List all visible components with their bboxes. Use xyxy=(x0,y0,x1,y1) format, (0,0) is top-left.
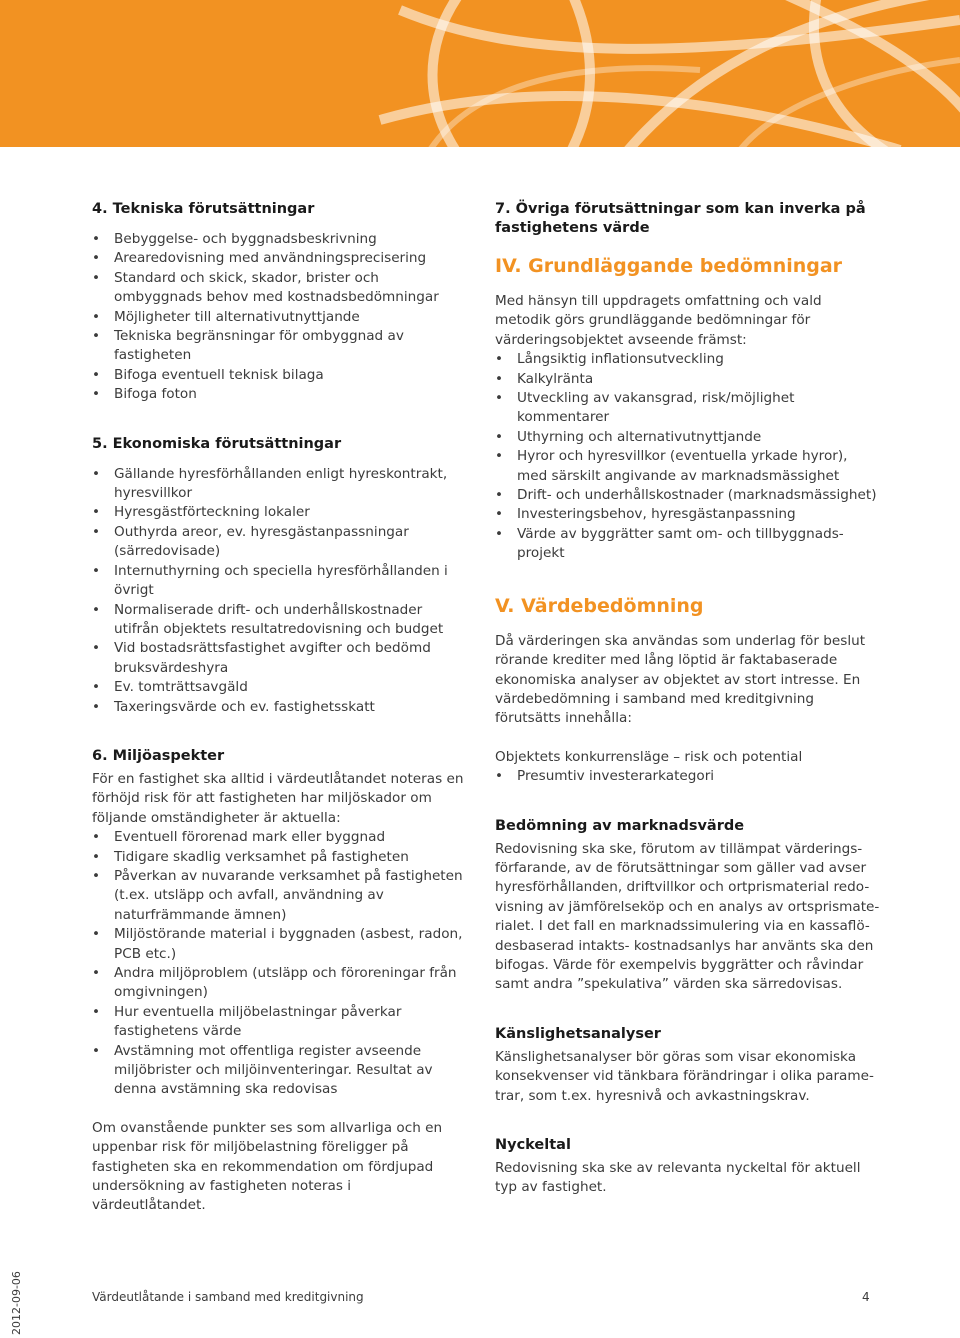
list-item: • Tidigare skadlig verksamhet på fastigheten xyxy=(92,848,464,867)
footer-title: Värdeutlåtande i samband med kreditgivning xyxy=(92,1290,364,1304)
section-intro: Med hänsyn till uppdragets omfattning och vald metodik görs grundläggande bedömningar för värderingsobjektet avseende främst: xyxy=(495,293,822,348)
section-other xyxy=(495,200,880,238)
section-heading: 7. Övriga förutsättningar som kan inverka på fastighetens värde xyxy=(495,201,866,236)
list-item: • Miljöstörande material i byggnaden (asbest, radon, PCB etc.) xyxy=(92,925,464,964)
section-text: Redovisning ska ske av relevanta nyckeltal för aktuell typ av fastighet. xyxy=(495,1160,861,1196)
right-column xyxy=(495,200,880,1228)
list-item: • Bifoga foton xyxy=(92,385,464,404)
list-item: • Påverkan av nuvarande verksamhet på fastigheten (t.ex. utsläpp och avfall, användning av naturfrämmande ämnen) xyxy=(92,867,464,925)
list-item: • Ev. tomträttsavgäld xyxy=(92,678,464,697)
list-item: • Värde av byggrätter samt om- och tillbyggnads-projekt xyxy=(495,525,880,564)
section-heading: Nyckeltal xyxy=(495,1137,571,1153)
section-intro: Då värderingen ska användas som underlag för beslut rörande krediter med lång löptid är faktabaserade ekonomiska analyser av objektet av stort intresse. En värdebedömning i samband med kreditgivning förutsätts innehålla: xyxy=(495,632,866,727)
list-item: • Andra miljöproblem (utsläpp och föroreningar från omgivningen) xyxy=(92,964,464,1003)
page-number: 4 xyxy=(862,1290,870,1304)
footer-date: 2012-09-06 xyxy=(10,1271,23,1335)
list-item: • Standard och skick, skador, brister och ombyggnads behov med kostnadsbedömningar xyxy=(92,269,464,308)
list-item: • Hyresgästförteckning lokaler xyxy=(92,503,464,522)
section-kpi xyxy=(495,1136,880,1198)
list-item: • Kalkylränta xyxy=(495,370,880,389)
section-text: Redovisning ska ske, förutom av tillämpat värderings-förfarande, av de förutsättningar som gäller vad avser hyresförhållanden, driftvillkor och ortprismaterial redo-visning av jämförelseköp och en analys av ortsprismate-rialet. I det fall en marknadssimulering via en kassaflö-desbaserad intakts- kostnadsanlys har använts ska den bifogas. Värde för exempelvis byggrätter och råvindar samt andra ”spekulativa” värden ska särredovisas. xyxy=(495,840,880,993)
list-item: • Tekniska begränsningar för ombyggnad av fastigheten xyxy=(92,327,464,366)
section-heading: 4. Tekniska förutsättningar xyxy=(92,201,315,217)
section-market-value xyxy=(495,817,880,995)
section-heading: Känslighetsanalyser xyxy=(495,1025,661,1042)
section-sensitivity xyxy=(495,1025,880,1106)
list-item: • Långsiktig inflationsutveckling xyxy=(495,350,880,369)
list-item: • Normaliserade drift- och underhållskostnader utifrån objektets resultatredovisning och budget xyxy=(92,601,464,640)
bullet-list xyxy=(92,828,464,1100)
section-heading: 5. Ekonomiska förutsättningar xyxy=(92,435,342,452)
section-valuation xyxy=(495,594,880,787)
left-column xyxy=(92,200,464,1246)
section-environment xyxy=(92,747,464,1216)
section-heading: Bedömning av marknadsvärde xyxy=(495,817,745,834)
section-technical xyxy=(92,200,464,405)
section-basic-assessments xyxy=(495,254,880,564)
section-intro: För en fastighet ska alltid i värdeutlåtandet noteras en förhöjd risk för att fastigheten har miljöskador om följande omständigheter är aktuella: xyxy=(92,770,464,826)
section-heading-roman: V. Värdebedömning xyxy=(495,594,704,617)
list-item: • Hur eventuella miljöbelastningar påverkar fastighetens värde xyxy=(92,1003,464,1042)
list-item: • Internuthyrning och speciella hyresförhållanden i övrigt xyxy=(92,562,464,601)
section-economic xyxy=(92,435,464,717)
list-item: • Outhyrda areor, ev. hyresgästanpassningar (särredovisade) xyxy=(92,523,464,562)
section-text: Känslighetsanalyser bör göras som visar ekonomiska konsekvenser vid tänkbara förändringar i olika parame-trar, som t.ex. hyresnivå och avkastningskrav. xyxy=(495,1048,874,1104)
section-line: Objektets konkurrensläge – risk och potential xyxy=(495,748,803,765)
section-heading-roman: IV. Grundläggande bedömningar xyxy=(495,255,843,277)
list-item: • Vid bostadsrättsfastighet avgifter och bedömd bruksvärdeshyra xyxy=(92,639,464,678)
section-heading: 6. Miljöaspekter xyxy=(92,747,225,764)
list-item: • Gällande hyresförhållanden enligt hyreskontrakt, hyresvillkor xyxy=(92,465,464,504)
bullet-list xyxy=(495,767,880,786)
globe-graphic xyxy=(0,0,960,147)
list-item: • Uthyrning och alternativutnyttjande xyxy=(495,428,880,447)
list-item: • Investeringsbehov, hyresgästanpassning xyxy=(495,505,880,524)
list-item: • Bebyggelse- och byggnadsbeskrivning xyxy=(92,230,464,249)
list-item: • Bifoga eventuell teknisk bilaga xyxy=(92,366,464,385)
list-item: • Utveckling av vakansgrad, risk/möjlighet kommentarer xyxy=(495,389,880,428)
list-item: • Presumtiv investerarkategori xyxy=(495,767,880,786)
list-item: • Eventuell förorenad mark eller byggnad xyxy=(92,828,464,847)
bullet-list xyxy=(92,465,464,717)
list-item: • Drift- och underhållskostnader (marknadsmässighet) xyxy=(495,486,880,505)
list-item: • Möjligheter till alternativutnyttjande xyxy=(92,308,464,327)
list-item: • Hyror och hyresvillkor (eventuella yrkade hyror), med särskilt angivande av marknadsmässighet xyxy=(495,447,880,486)
bullet-list xyxy=(495,350,880,563)
section-outro: Om ovanstående punkter ses som allvarliga och en uppenbar risk för miljöbelastning föreligger på fastigheten ska en rekommendation om fördjupad undersökning av fastigheten noteras i värdeutlåtandet. xyxy=(92,1119,443,1214)
bullet-list xyxy=(92,230,464,405)
list-item: • Avstämning mot offentliga register avseende miljöbrister och miljöinventeringar. Resultat av denna avstämning ska redovisas xyxy=(92,1042,464,1100)
header-banner xyxy=(0,0,960,147)
list-item: • Taxeringsvärde och ev. fastighetsskatt xyxy=(92,698,464,717)
list-item: • Arearedovisning med användningsprecisering xyxy=(92,249,464,268)
